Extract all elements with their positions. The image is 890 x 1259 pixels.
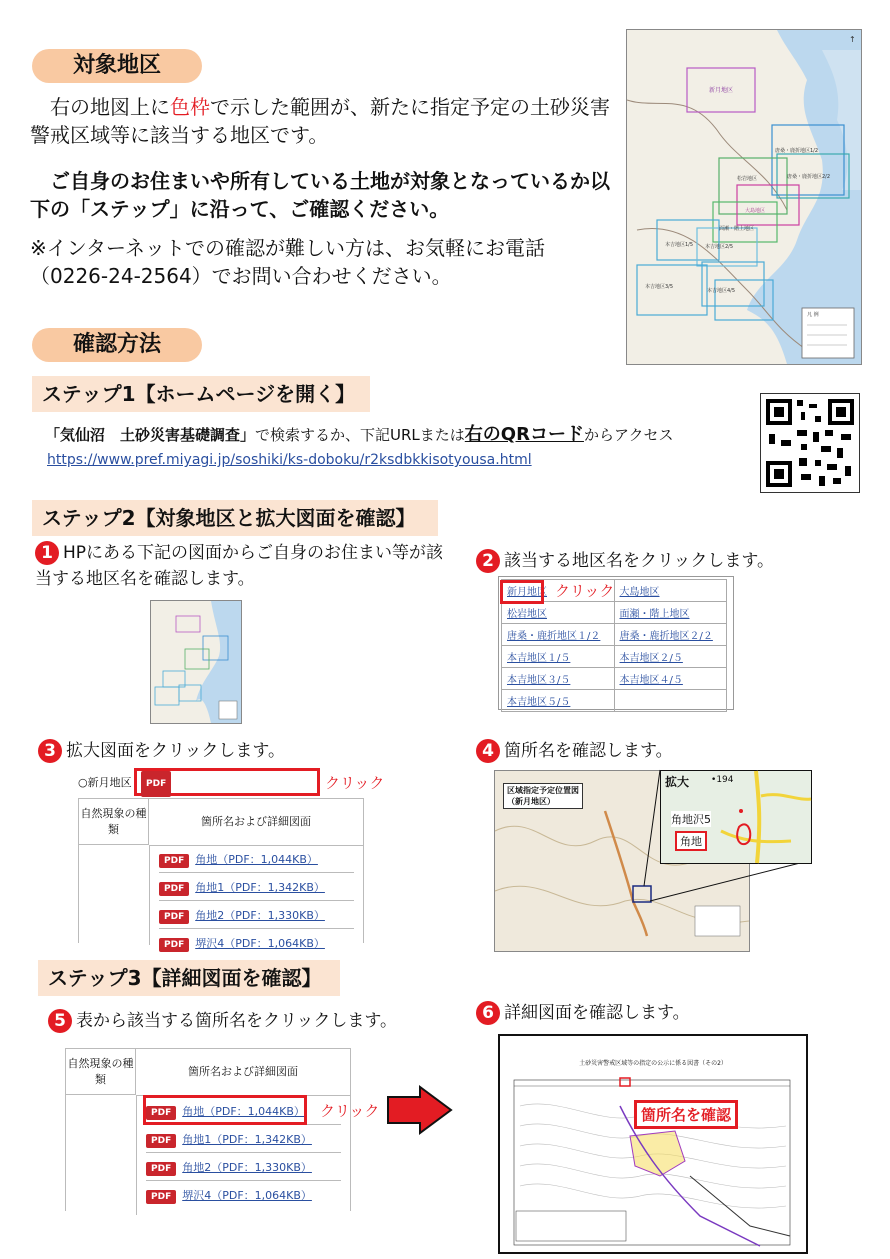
section-title-method: 確認方法 bbox=[32, 328, 202, 362]
table1-row[interactable]: PDF 角地1（PDF：1,342KB） bbox=[159, 879, 354, 901]
map-label-10: 大島地区 bbox=[745, 208, 766, 214]
zoom-target-label: 角地 bbox=[675, 831, 707, 851]
step1-text-b: で検索するか、下記URLまたは bbox=[255, 426, 465, 444]
detail-table-2 bbox=[65, 1048, 351, 1211]
district-cell[interactable]: 本吉地区５/５ bbox=[502, 690, 615, 712]
table2-row[interactable]: PDF 角地（PDF：1,044KB） bbox=[146, 1103, 341, 1125]
table1-row[interactable]: PDF 角地2（PDF：1,330KB） bbox=[159, 907, 354, 929]
district-cell[interactable]: 新月地区 bbox=[502, 580, 615, 602]
step2-item3-text: 拡大図面をクリックします。 bbox=[66, 741, 285, 761]
detail-table-1 bbox=[78, 798, 364, 950]
step2-item2-text: 該当する地区名をクリックします。 bbox=[504, 551, 774, 571]
north-arrow-icon: ↑ bbox=[849, 35, 856, 44]
district-cell[interactable]: 本吉地区４/５ bbox=[614, 668, 727, 690]
step-number-5-icon: 5 bbox=[48, 1009, 72, 1033]
step1-url-link[interactable]: https://www.pref.miyagi.jp/soshiki/ks-doboku/r2ksdbkkisotyousa.html bbox=[47, 452, 532, 468]
table2-row[interactable]: PDF 角地1（PDF：1,342KB） bbox=[146, 1131, 341, 1153]
pdf-icon: PDF bbox=[159, 910, 189, 924]
map-label-8: 本吉地区4/5 bbox=[707, 288, 736, 294]
click-label-district: クリック bbox=[555, 582, 615, 600]
step-number-3-icon: 3 bbox=[38, 739, 62, 763]
table2-empty-cell bbox=[66, 1095, 137, 1215]
step2-item3 bbox=[38, 738, 438, 764]
step3-item5-text: 表から該当する箇所名をクリックします。 bbox=[76, 1011, 397, 1031]
click-label-enlarged: クリック bbox=[325, 774, 385, 792]
detail-drawing bbox=[498, 1034, 808, 1254]
map-legend-title: 凡 例 bbox=[807, 312, 819, 318]
map-label-2: 唐桑・鹿折地区2/2 bbox=[787, 174, 831, 180]
pdf-icon: PDF bbox=[146, 1162, 176, 1176]
click-label-detail: クリック bbox=[320, 1102, 380, 1120]
table1-row[interactable]: PDF 角地（PDF：1,044KB） bbox=[159, 851, 354, 873]
step3-item5 bbox=[48, 1008, 448, 1034]
district-cell[interactable]: 大島地区 bbox=[614, 580, 727, 602]
district-cell[interactable]: 本吉地区２/５ bbox=[614, 646, 727, 668]
map-label-6: 本吉地区2/5 bbox=[705, 244, 734, 250]
intro-text-b: で示した範囲が、新たに指定予定の土砂災害警戒区域等に該当する地区です。 bbox=[30, 95, 610, 147]
overview-map-svg bbox=[627, 30, 861, 364]
table1-header-col1: 自然現象の種類 bbox=[79, 799, 149, 845]
table1-header-col2: 箇所名および詳細図面 bbox=[149, 799, 363, 846]
pdf-icon: PDF bbox=[146, 1134, 176, 1148]
section-title-target-area: 対象地区 bbox=[32, 49, 202, 83]
pdf-icon: PDF bbox=[146, 1106, 176, 1120]
frame-motoyoshi-3 bbox=[637, 265, 707, 315]
step3-item6 bbox=[476, 1000, 876, 1026]
confirm-label-box: 箇所名を確認 bbox=[634, 1100, 738, 1129]
step2-item1 bbox=[35, 540, 445, 592]
overview-map bbox=[626, 29, 862, 365]
enlarged-map-link-box[interactable] bbox=[134, 768, 320, 796]
district-cell[interactable]: 唐桑・鹿折地区２/２ bbox=[614, 624, 727, 646]
pdf-icon: PDF bbox=[141, 771, 171, 797]
table2-header-col2: 箇所名および詳細図面 bbox=[136, 1049, 350, 1096]
map-label-0: 新月地区 bbox=[709, 87, 734, 94]
step1-qr-text: 右のQRコード bbox=[464, 424, 584, 445]
district-cell bbox=[614, 690, 727, 712]
table1-row[interactable]: PDF 堺沢4（PDF：1,064KB） bbox=[159, 935, 354, 952]
step1-search-term: 「気仙沼 土砂災害基礎調査」 bbox=[45, 426, 256, 444]
pdf-icon: PDF bbox=[146, 1190, 176, 1204]
zoom-map-title: 区域指定予定位置図 （新月地区） bbox=[503, 783, 583, 809]
step2-item4 bbox=[476, 738, 876, 764]
boundary-line bbox=[627, 100, 787, 210]
intro-text-red: 色枠 bbox=[170, 95, 210, 119]
table1-empty-cell bbox=[79, 845, 150, 945]
qr-code[interactable] bbox=[760, 393, 860, 493]
step1-text-c: からアクセス bbox=[583, 426, 674, 444]
pdf-icon: PDF bbox=[159, 938, 189, 952]
step2-item2 bbox=[476, 548, 876, 574]
step3-item6-text: 詳細図面を確認します。 bbox=[504, 1003, 690, 1023]
map-label-3: 松岩地区 bbox=[737, 176, 758, 182]
district-highlight-box bbox=[500, 580, 544, 604]
step1-title: ステップ1【ホームページを開く】 bbox=[32, 376, 370, 412]
intro-text-a: 右の地図上に bbox=[50, 95, 170, 119]
district-cell[interactable]: 面瀬・階上地区 bbox=[614, 602, 727, 624]
district-cell[interactable]: 本吉地区３/５ bbox=[502, 668, 615, 690]
table2-highlight-box bbox=[143, 1095, 307, 1125]
step-number-2-icon: 2 bbox=[476, 549, 500, 573]
pdf-icon: PDF bbox=[159, 882, 189, 896]
frame-motoyoshi-1 bbox=[657, 220, 719, 260]
table2-row[interactable]: PDF 堺沢4（PDF：1,064KB） bbox=[146, 1187, 341, 1204]
step3-title: ステップ3【詳細図面を確認】 bbox=[38, 960, 340, 996]
step2-small-map bbox=[150, 600, 242, 724]
phone-note: ※インターネットでの確認が難しい方は、お気軽にお電話（0226-24-2564）でお問い合わせください。 bbox=[30, 236, 545, 288]
district-cell[interactable]: 本吉地区１/５ bbox=[502, 646, 615, 668]
small-map-svg bbox=[151, 601, 241, 723]
qr-code-svg bbox=[761, 394, 859, 492]
zoom-number: •194 bbox=[711, 775, 734, 785]
map-label-5: 本吉地区1/5 bbox=[665, 242, 694, 248]
s3-district-label: ○新月地区 bbox=[78, 776, 132, 789]
pdf-icon: PDF bbox=[159, 854, 189, 868]
map-label-1: 唐桑・鹿折地区1/2 bbox=[775, 148, 819, 154]
detail-drawing-title: 土砂災害警戒区域等の指定の公示に係る図書（その2） bbox=[579, 1060, 727, 1067]
arrow-right-icon bbox=[385, 1085, 455, 1135]
district-cell[interactable]: 唐桑・鹿折地区１/２ bbox=[502, 624, 615, 646]
step2-item4-text: 箇所名を確認します。 bbox=[504, 741, 673, 761]
zoom-place-label: 角地沢5 bbox=[671, 813, 711, 826]
detail-drawing-svg bbox=[500, 1036, 806, 1252]
intro-paragraph bbox=[30, 93, 620, 149]
district-cell[interactable]: 松岩地区 bbox=[502, 602, 615, 624]
zoom-inset bbox=[660, 770, 812, 864]
table2-row[interactable]: PDF 角地2（PDF：1,330KB） bbox=[146, 1159, 341, 1181]
table2-header-col1: 自然現象の種類 bbox=[66, 1049, 136, 1095]
step-number-6-icon: 6 bbox=[476, 1001, 500, 1025]
step2-title: ステップ2【対象地区と拡大図面を確認】 bbox=[32, 500, 438, 536]
step1-instruction bbox=[45, 424, 755, 446]
frame-oshima bbox=[737, 185, 799, 225]
step-number-4-icon: 4 bbox=[476, 739, 500, 763]
step-number-1-icon: 1 bbox=[35, 541, 59, 565]
step2-item1-text: HPにある下記の図面からご自身のお住まい等が該当する地区名を確認します。 bbox=[35, 543, 444, 589]
intro-bold-paragraph: ご自身のお住まいや所有している土地が対象となっているか以下の「ステップ」に沿って、ご確認ください。 bbox=[30, 169, 610, 221]
map-label-7: 本吉地区3/5 bbox=[645, 284, 674, 290]
zoom-label: 拡大 bbox=[665, 775, 690, 789]
map-label-4: 面瀬・階上地区 bbox=[719, 226, 755, 232]
